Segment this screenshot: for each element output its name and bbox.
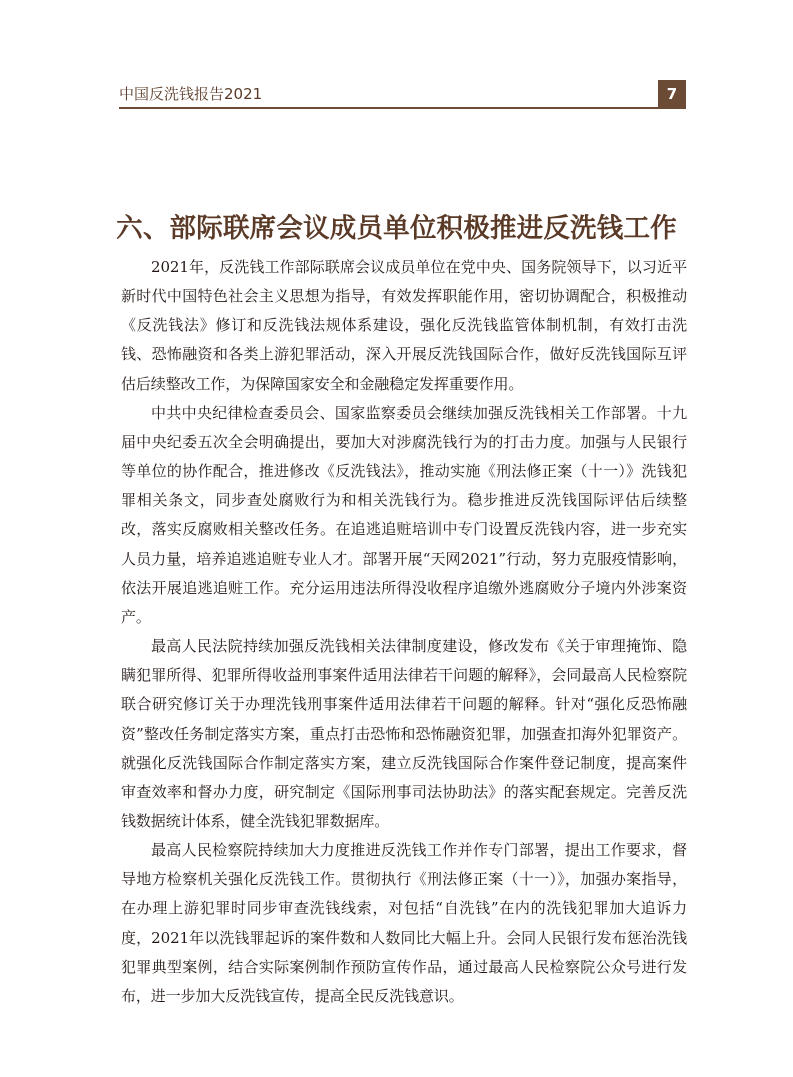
paragraph-discipline-commission: 中共中央纪律检查委员会、国家监察委员会继续加强反洗钱相关工作部署。十九届中央纪委五次全会明确提出，要加大对涉腐洗钱行为的打击力度。加强与人民银行等单位的协作配合，推进修改《反洗钱法》，推动实施《刑法修正案（十一）》洗钱犯罪相关条文，同步查处腐败行为和相关洗钱行为。稳步推进反洗钱国际评估后续整改，落实反腐败相关整改任务。在追逃追赃培训中专门设置反洗钱内容，进一步充实人员力量，培养追逃追赃专业人才。部署开展“天网2021”行动，努力克服疫情影响，依法开展追逃追赃工作。充分运用违法所得没收程序追缴外逃腐败分子境内外涉案资产。 [121, 403, 687, 626]
report-title: 中国反洗钱报告2021 [119, 85, 263, 103]
body-text [121, 253, 687, 1011]
paragraph-supreme-court: 最高人民法院持续加强反洗钱相关法律制度建设，修改发布《关于审理掩饰、隐瞒犯罪所得、犯罪所得收益刑事案件适用法律若干问题的解释》，会同最高人民检察院联合研究修订关于办理洗钱刑事案件适用法律若干问题的解释。针对“强化反恐怖融资”整改任务制定落实方案，重点打击恐怖和恐怖融资犯罪，加强查扣海外犯罪资产。就强化反洗钱国际合作制定落实方案，建立反洗钱国际合作案件登记制度，提高案件审查效率和督办力度，研究制定《国际刑事司法协助法》的落实配套规定。完善反洗钱数据统计体系，健全洗钱犯罪数据库。 [121, 637, 687, 830]
section-heading: 六、部际联席会议成员单位积极推进反洗钱工作 [116, 212, 677, 244]
paragraph-procuratorate: 最高人民检察院持续加大力度推进反洗钱工作并作专门部署，提出工作要求，督导地方检察机关强化反洗钱工作。贯彻执行《刑法修正案（十一）》，加强办案指导，在办理上游犯罪时同步审查洗钱线索，对包括“自洗钱”在内的洗钱犯罪加大追诉力度，2021年以洗钱罪起诉的案件数和人数同比大幅上升。会同人民银行发布惩治洗钱犯罪典型案例，结合实际案例制作预防宣传作品，通过最高人民检察院公众号进行发布，进一步加大反洗钱宣传，提高全民反洗钱意识。 [121, 841, 687, 1005]
paragraph-overview: 2021年，反洗钱工作部际联席会议成员单位在党中央、国务院领导下，以习近平新时代中国特色社会主义思想为指导，有效发挥职能作用，密切协调配合，积极推动《反洗钱法》修订和反洗钱法规体系建设，强化反洗钱监管体制机制，有效打击洗钱、恐怖融资和各类上游犯罪活动，深入开展反洗钱国际合作，做好反洗钱国际互评估后续整改工作，为保障国家安全和金融稳定发挥重要作用。 [121, 258, 687, 393]
header-divider [119, 107, 686, 109]
running-header [119, 80, 686, 108]
page-number: 7 [658, 80, 686, 109]
